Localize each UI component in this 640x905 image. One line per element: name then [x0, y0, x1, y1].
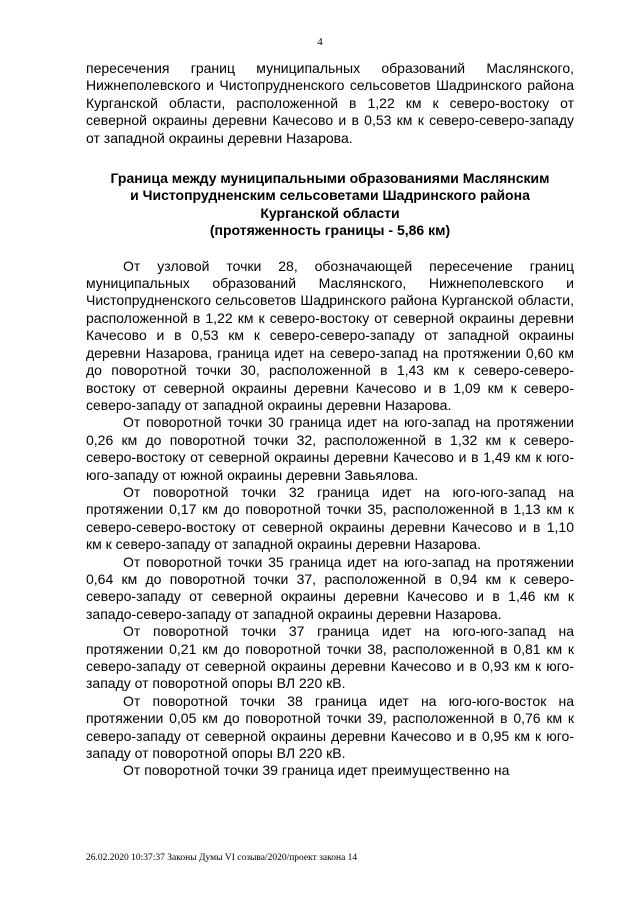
document-footer: 26.02.2020 10:37:37 Законы Думы VI созыва/2020/проект закона 14: [86, 853, 358, 863]
heading-line-4: (протяженность границы - 5,86 км): [209, 222, 451, 239]
page-number: 4: [317, 36, 323, 48]
document-body: [86, 60, 574, 780]
paragraph-4: От поворотной точки 35 граница идет на юго-запад на протяжении 0,64 км до поворотной точки 37, расположенной в 0,94 км к северо-северо-западу от северной окраины деревни Качесово и в 1,46 км к западо-северо-западу от западной окраины деревни Назарова.: [86, 553, 574, 622]
heading-line-1: Граница между муниципальными образованиями Маслянским: [110, 170, 550, 187]
heading-line-2: и Чистопрудненским сельсоветами Шадринского района: [130, 187, 530, 204]
paragraph-5: От поворотной точки 37 граница идет на юго-юго-запад на протяжении 0,21 км до поворотной точки 38, расположенной в 0,81 км к северо-западу от северной окраины деревни Качесово и в 0,93 км к юго-западу от поворотной опоры ВЛ 220 кВ.: [86, 623, 574, 692]
section-heading: [86, 170, 574, 240]
paragraph-1: От узловой точки 28, обозначающей пересечение границ муниципальных образований Маслянского, Нижнеполевского и Чистопрудненского сельсоветов Шадринского района Курганской области, расположенной в 1,22 км к северо-востоку от северной окраины деревни Качесово и в 0,53 км к северо-северо-западу от западной окраины деревни Назарова, граница идет на северо-запад на протяжении 0,60 км до поворотной точки 30, расположенной в 1,43 км к северо-северо-востоку от северной окраины деревни Качесово и в 1,09 км к северо-северо-западу от западной окраины деревни Назарова.: [86, 257, 574, 413]
paragraph-6: От поворотной точки 38 граница идет на юго-юго-восток на протяжении 0,05 км до поворотной точки 39, расположенной в 0,76 км к северо-западу от северной окраины деревни Качесово и в 0,95 км к юго-западу от поворотной опоры ВЛ 220 кВ.: [86, 692, 574, 762]
paragraph-2: От поворотной точки 30 граница идет на юго-запад на протяжении 0,26 км до поворотной точки 32, расположенной в 1,32 км к северо-северо-востоку от северной окраины деревни Качесово и в 1,49 км к юго-юго-западу от южной окраины деревни Завьялова.: [86, 414, 574, 483]
intro-paragraph: пересечения границ муниципальных образований Маслянского, Нижнеполевского и Чистопрудненского сельсоветов Шадринского района Курганской области, расположенной в 1,22 км к северо-востоку от северной окраины деревни Качесово и в 0,53 км к северо-северо-западу от западной окраины деревни Назарова.: [86, 60, 574, 146]
heading-line-3: Курганской области: [260, 204, 400, 221]
paragraph-3: От поворотной точки 32 граница идет на юго-юго-запад на протяжении 0,17 км до поворотной точки 35, расположенной в 1,13 км к северо-северо-востоку от северной окраины деревни Качесово и в 1,10 км к северо-западу от западной окраины деревни Назарова.: [86, 483, 574, 553]
paragraph-7: От поворотной точки 39 граница идет преимущественно на: [123, 762, 510, 779]
